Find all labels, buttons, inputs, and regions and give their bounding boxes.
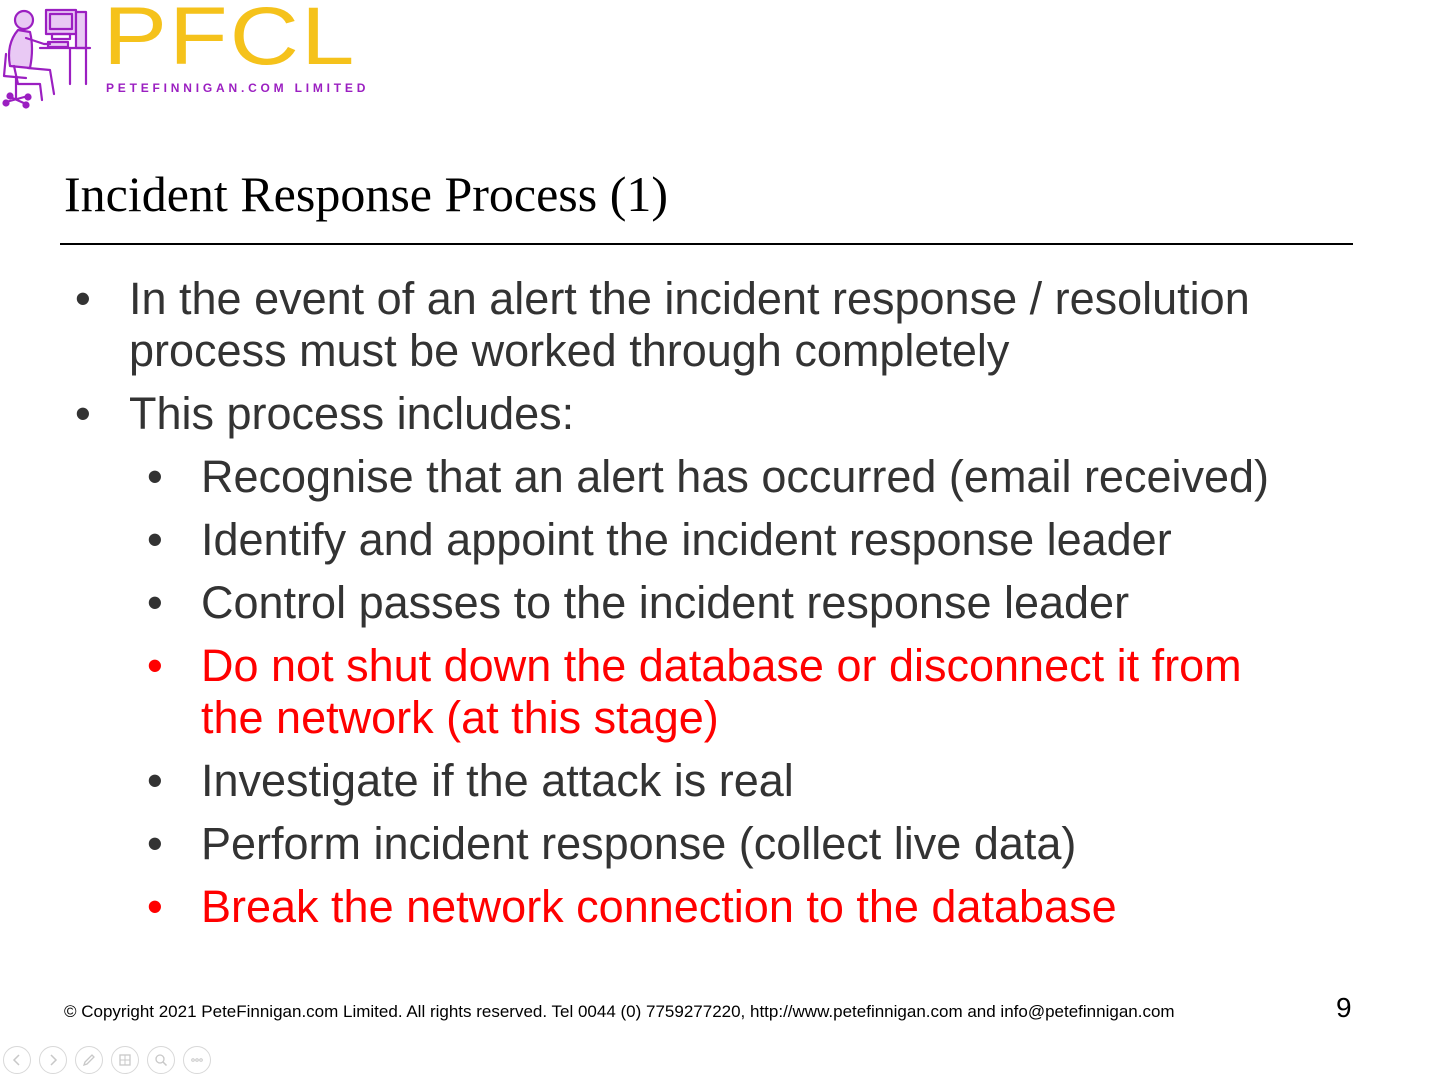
bullet-dot: • <box>147 451 163 502</box>
bullet-item <box>75 273 1250 377</box>
bullet-item <box>147 640 1242 744</box>
previous-slide-icon <box>9 1052 25 1068</box>
pen-icon <box>81 1052 97 1068</box>
logo-wordmark: PFCL <box>103 0 357 82</box>
copyright-footer: © Copyright 2021 PeteFinnigan.com Limited. All rights reserved. Tel 0044 (0) 7759277220, http://www.petefinnigan.com and info@petefinnigan.com <box>64 1002 1175 1021</box>
bullet-item <box>147 881 1117 933</box>
bullet-dot: • <box>147 514 163 565</box>
previous-slide-button[interactable] <box>3 1046 31 1074</box>
slide-title: Incident Response Process (1) <box>64 166 669 222</box>
zoom-button[interactable] <box>147 1046 175 1074</box>
bullet-text-line: process must be worked through completely <box>129 325 1010 376</box>
bullet-dot: • <box>147 881 163 932</box>
bullet-item <box>147 451 1270 503</box>
bullet-dot: • <box>147 755 163 806</box>
title-divider <box>60 243 1353 245</box>
bullet-text-line: Do not shut down the database or disconnect it from <box>201 640 1242 691</box>
logo-subtitle: PETEFINNIGAN.COM LIMITED <box>106 81 370 95</box>
bullet-dot: • <box>147 577 163 628</box>
bullet-text-line: Break the network connection to the database <box>201 881 1117 932</box>
bullet-text-line: the network (at this stage) <box>201 692 719 743</box>
slide-sorter-button[interactable] <box>111 1046 139 1074</box>
slide-sorter-icon <box>117 1052 133 1068</box>
bullet-dot: • <box>147 640 163 691</box>
zoom-icon <box>153 1052 169 1068</box>
bullet-item <box>147 577 1130 629</box>
person-at-computer-icon <box>0 4 92 112</box>
page-number: 9 <box>1336 992 1352 1023</box>
bullet-dot: • <box>147 818 163 869</box>
more-options-icon <box>189 1052 205 1068</box>
next-slide-button[interactable] <box>39 1046 67 1074</box>
bullet-dot: • <box>75 388 91 439</box>
bullet-item <box>147 514 1172 566</box>
bullet-text-line: Investigate if the attack is real <box>201 755 794 806</box>
bullet-text-line: Identify and appoint the incident response leader <box>201 514 1172 565</box>
company-logo <box>0 0 430 115</box>
bullet-text-line: Control passes to the incident response leader <box>201 577 1130 628</box>
bullet-text-line: Recognise that an alert has occurred (email received) <box>201 451 1270 502</box>
bullet-text-line: This process includes: <box>129 388 575 439</box>
bullet-item <box>147 818 1077 870</box>
slideshow-controls <box>3 1046 211 1076</box>
bullet-dot: • <box>75 273 91 324</box>
bullet-item <box>75 388 575 440</box>
pen-button[interactable] <box>75 1046 103 1074</box>
bullet-item <box>147 755 794 807</box>
bullet-text-line: In the event of an alert the incident response / resolution <box>129 273 1250 324</box>
more-options-button[interactable] <box>183 1046 211 1074</box>
bullet-text-line: Perform incident response (collect live data) <box>201 818 1077 869</box>
next-slide-icon <box>45 1052 61 1068</box>
